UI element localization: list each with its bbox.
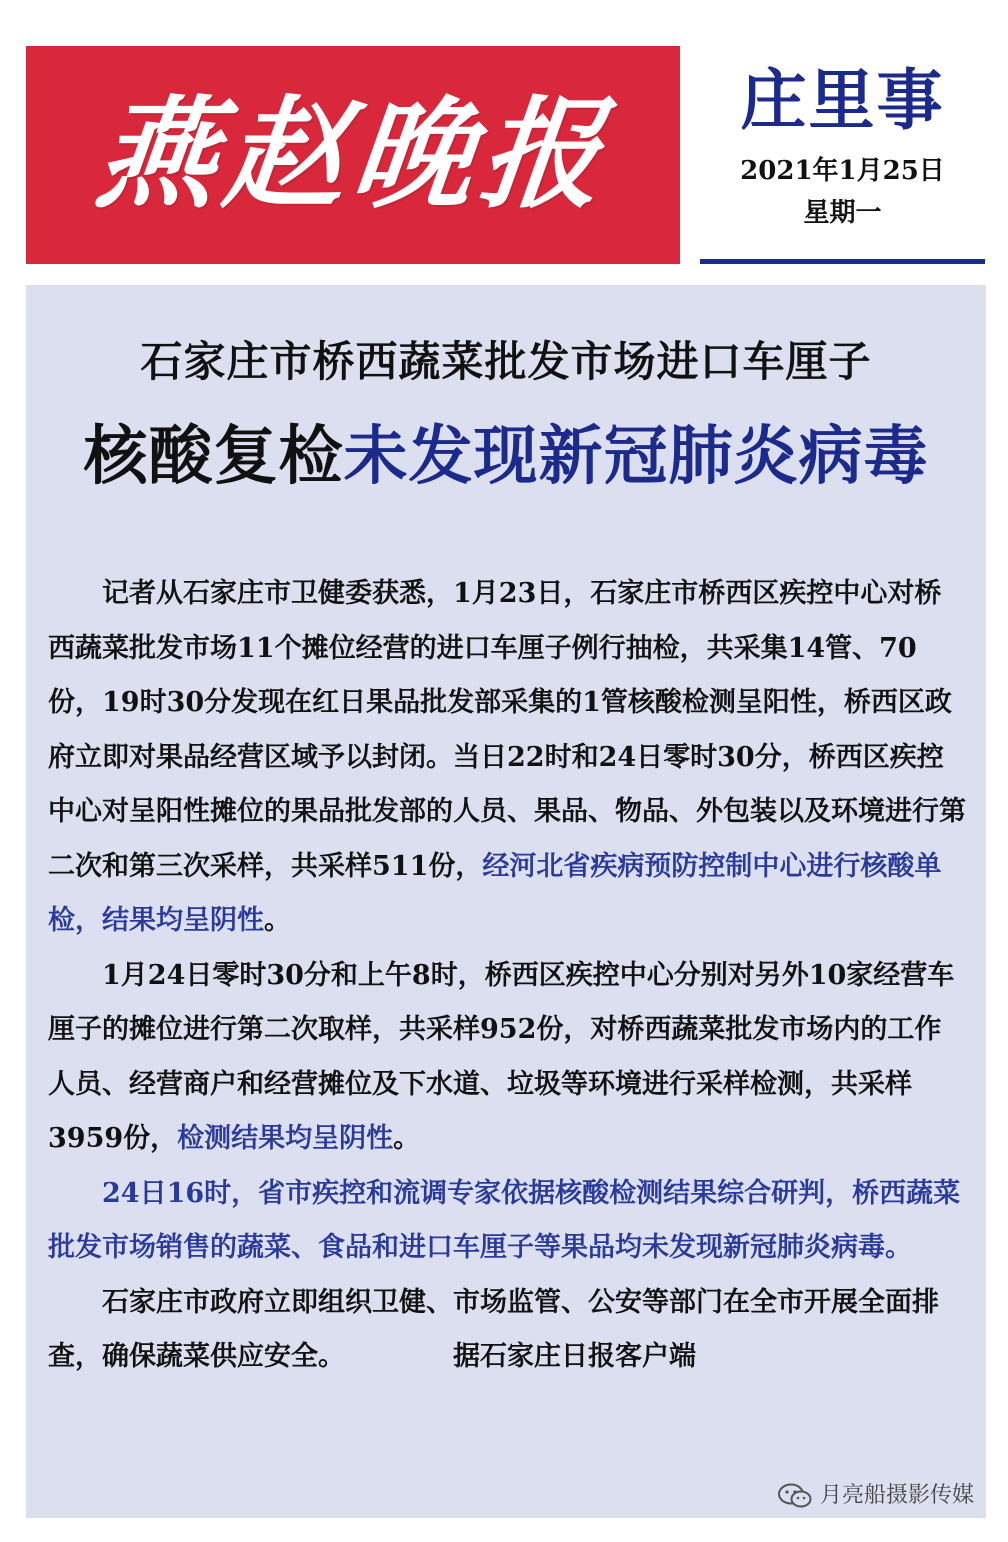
paragraph-3 <box>48 1167 966 1276</box>
paragraph-1-text: 记者从石家庄市卫健委获悉，1月23日，石家庄市桥西区疾控中心对桥西蔬菜批发市场11个摊位经营的进口车厘子例行抽检，共采集14管、70份，19时30分发现在红日果品批发部采集的1管核酸检测呈阳性，桥西区政府立即对果品经营区域予以封闭。当日22时和24日零时30分，桥西区疾控中心对呈阳性摊位的果品批发部的人员、果品、物品、外包装以及环境进行第二次和第三次采样，共采样511份， <box>48 578 966 882</box>
column-name: 庄里事 <box>740 62 945 139</box>
paragraph-1-highlight: 经河北省疾病预防控制中心进行核酸单检，结果均呈阴性 <box>48 850 942 936</box>
watermark <box>778 1483 974 1509</box>
headline-line-2 <box>26 420 986 494</box>
paragraph-1 <box>48 567 966 949</box>
paragraph-2-end: 。 <box>393 1123 421 1154</box>
paragraph-2 <box>48 949 966 1167</box>
watermark-text: 月亮船摄影传媒 <box>820 1483 975 1508</box>
article-body <box>48 567 966 1385</box>
article-source: 据石家庄日报客户端 <box>453 1341 696 1372</box>
headline-line-1: 石家庄市桥西蔬菜批发市场进口车厘子 <box>140 337 872 386</box>
paragraph-2-highlight: 检测结果均呈阴性 <box>177 1123 394 1154</box>
headline-black-part: 核酸复检 <box>83 420 344 494</box>
paragraph-4-text: 石家庄市政府立即组织卫健、市场监管、公安等部门在全市开展全面排查，确保蔬菜供应安全。 <box>48 1286 939 1372</box>
paragraph-3-highlight: 24日16时，省市疾控和流调专家依据核酸检测结果综合研判，桥西蔬菜批发市场销售的蔬菜、食品和进口车厘子等果品均未发现新冠肺炎病毒。 <box>48 1177 961 1263</box>
issue-date: 2021年1月25日 <box>740 156 945 186</box>
article-panel <box>26 285 986 1518</box>
newspaper-title: 燕赵晚报 <box>89 84 617 225</box>
issue-weekday: 星期一 <box>803 198 882 228</box>
wechat-icon <box>778 1483 812 1509</box>
column-header <box>700 46 985 264</box>
column-divider <box>700 259 985 264</box>
paragraph-2-text: 1月24日零时30分和上午8时，桥西区疾控中心分别对另外10家经营车厘子的摊位进行第二次取样，共采样952份，对桥西蔬菜批发市场内的工作人员、经营商户和经营摊位及下水道、垃圾等环境进行采样检测，共采样3959份， <box>48 959 955 1154</box>
paragraph-4 <box>48 1276 966 1385</box>
headline-blue-part: 未发现新冠肺炎病毒 <box>343 420 929 494</box>
paragraph-1-end: 。 <box>264 905 291 936</box>
masthead-banner <box>26 46 680 264</box>
